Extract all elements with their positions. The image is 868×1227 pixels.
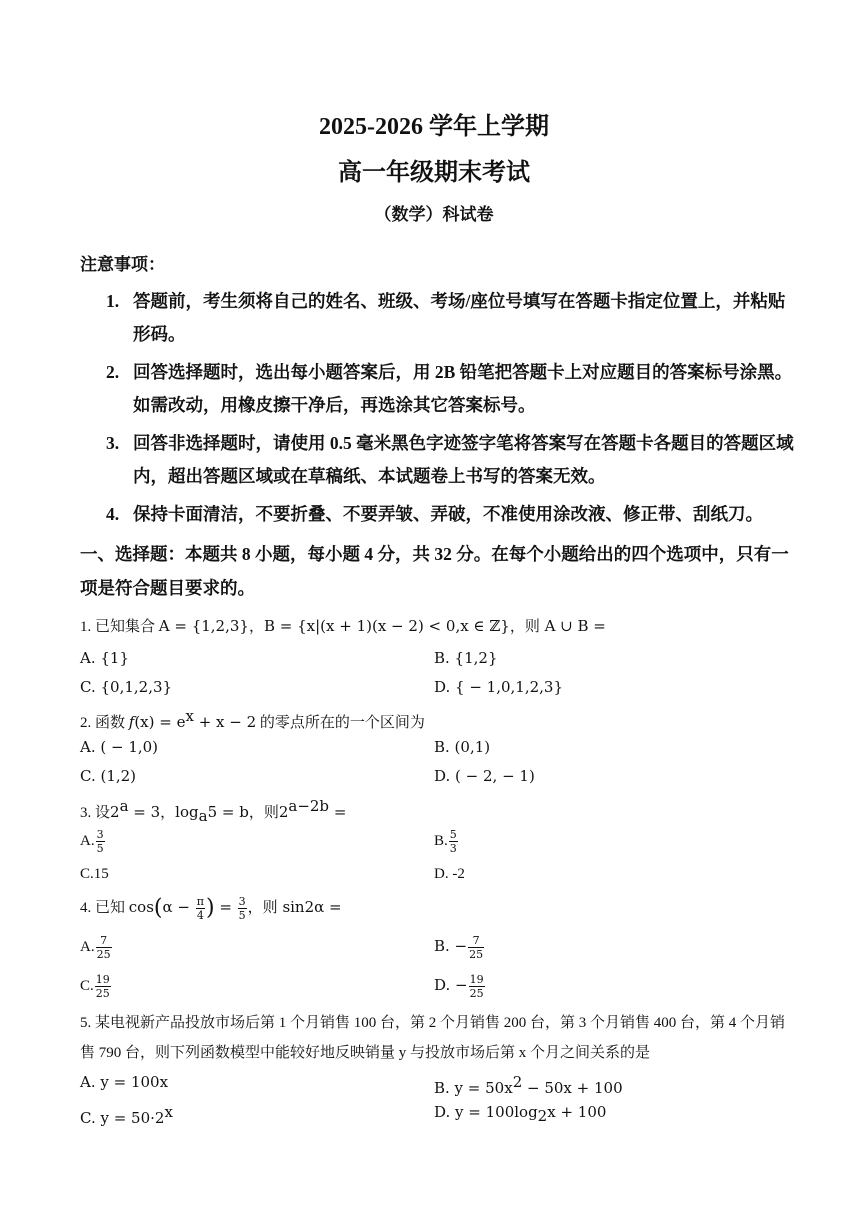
q3-p5: = [329,803,347,821]
q4-option-a [80,934,113,961]
notice-item-number: 4. [106,504,120,524]
q4-left-paren: ( [153,895,163,921]
q5-option-c [80,1100,173,1131]
q4-alpha: α − [162,898,195,916]
q4-b-den: 25 [469,948,484,962]
notice-item-text: 保持卡面清洁，不要折叠、不要弄皱、弄破，不准使用涂改液、修正带、刮纸刀。 [133,504,763,524]
q1-tail: ，则 A ∪ B = [509,617,606,635]
q4-eq: = [214,898,237,916]
q3-option-c: C.15 [80,866,109,882]
q3-b-fraction [449,828,458,855]
q2-expr: (x) = e [134,713,186,731]
q1-option-c: C. {0,1,2,3} [80,678,173,696]
q3-option-a [80,828,106,855]
q3-b-den: 3 [449,842,457,855]
notice-item [80,285,795,351]
q4-d-fraction [469,973,485,1000]
notice-item-number: 1. [106,291,120,311]
q2-lead: 2. 函数 [80,715,129,731]
section-heading: 一、选择题：本题共 8 小题，每小题 4 分，共 32 分。在每个小题给出的四个选项中，只有一项是符合题目要求的。 [80,544,789,598]
q1-option-b: B. {1,2} [434,649,498,667]
q1-option-d: D. { − 1,0,1,2,3} [434,678,564,696]
question-5-stem: 5. 某电视新产品投放市场后第 1 个月销售 100 台，第 2 个月销售 200 台，第 3 个月销售 400 台，第 4 个月销售 790 台，则下列函数模型中能较好地反映销量 y 与投放市场后第 x 个月之间关系的是 [80,1015,786,1061]
q4-a-num: 7 [96,934,112,948]
q1-sep: ， [248,619,264,635]
exam-name-title: 高一年级期末考试 [338,160,530,186]
q4-four: 4 [196,909,204,923]
q1-option-a: A. {1} [80,649,129,667]
q3-a-num: 3 [96,828,104,841]
q2-option-b: B. (0,1) [434,738,491,756]
q5-option-b [434,1070,623,1101]
q4-option-b [434,934,485,961]
q4-option-d [434,973,486,1000]
q4-d-num: 19 [469,973,484,987]
q3-b-label: B. [434,832,448,849]
q5-option-a: A. y = 100x [80,1073,169,1091]
q2-expr2: + x − 2 [193,713,257,731]
q5-d-pre: D. y = 100log [434,1103,538,1121]
question-3-stem [80,792,796,830]
q4-tail: ，则 sin2α = [247,898,342,916]
q3-lead: 3. 设 [80,805,111,821]
q2-option-a: A. ( − 1,0) [80,738,159,756]
notice-item-number: 2. [106,362,120,382]
q4-pi: π [196,895,204,909]
notice-item [80,498,795,531]
q3-p1e: a [119,797,129,815]
notice-item [80,356,795,422]
q1-set-a: A = {1,2,3} [158,617,249,635]
notice-item [80,427,795,493]
subject-subtitle: （数学）科试卷 [374,205,494,224]
question-1-stem [80,612,796,641]
q3-p1: 2 [110,803,120,821]
q3-b-num: 5 [449,828,457,841]
q4-right-paren: ) [205,895,215,921]
q3-a-label: A. [80,832,95,849]
q4-c-label: C. [80,977,94,994]
q1-set-b: B = {x|(x + 1)(x − 2) < 0,x ∈ ℤ} [263,617,510,635]
q3-p2: = 3，log [128,803,199,821]
q5-c-pre: C. y = 50·2 [80,1109,165,1127]
q3-option-d: D. -2 [434,866,465,882]
q4-option-c [80,973,112,1000]
q3-p2s: a [198,807,208,825]
q3-option-b [434,828,459,855]
q3-a-fraction [96,828,105,855]
notice-item-text: 回答选择题时，选出每小题答案后，用 2B 铅笔把答题卡上对应题目的答案标号涂黑。如需改动，用橡皮擦干净后，再选涂其它答案标号。 [133,362,793,415]
q5-b-exp: 2 [512,1073,523,1091]
q3-p3: 5 = b，则 [207,803,279,821]
q2-option-c: C. (1,2) [80,767,137,785]
q2-tail: 的零点所在的一个区间为 [256,715,425,731]
q4-num: 3 [238,895,246,909]
q4-den: 5 [238,909,246,923]
q5-b-pre: B. y = 50x [434,1079,513,1097]
q4-lead: 4. 已知 [80,900,129,916]
q5-d-post: x + 100 [547,1103,607,1121]
notice-list [80,285,795,536]
q2-f: f [128,713,135,731]
q5-d-sub: 2 [537,1107,548,1125]
q4-a-label: A. [80,938,95,955]
q4-d-label: D. − [434,976,468,994]
q4-a-den: 25 [96,948,111,961]
q5-c-exp: x [164,1103,173,1121]
q4-b-num: 7 [468,934,484,948]
q3-p4e: a−2b [288,797,330,815]
q2-exp: x [185,707,194,725]
question-4-stem [80,893,796,923]
q4-c-num: 19 [95,973,110,986]
q4-b-label: B. − [434,937,468,955]
notice-item-text: 答题前，考生须将自己的姓名、班级、考场/座位号填写在答题卡指定位置上，并粘贴形码。 [133,291,786,344]
q5-option-d [434,1100,606,1128]
q3-a-den: 5 [96,842,104,855]
notice-item-text: 回答非选择题时，请使用 0.5 毫米黑色字迹签字笔将答案写在答题卡各题目的答题区域内，超出答题区域或在草稿纸、本试题卷上书写的答案无效。 [133,433,794,486]
notice-item-number: 3. [106,433,120,453]
question-2-stem [80,702,796,737]
q4-a-fraction [96,934,112,961]
q3-p4: 2 [278,803,289,821]
q4-pi-fraction [196,895,205,922]
exam-term-title: 2025-2026 学年上学期 [319,114,549,140]
q4-d-den: 25 [469,987,484,1001]
q1-lead: 1. 已知集合 [80,619,159,635]
notice-heading: 注意事项： [80,255,165,274]
q2-option-d: D. ( − 2, − 1) [434,767,535,785]
q4-cos: cos [128,898,154,916]
q4-b-fraction [468,934,484,961]
q4-value-fraction [238,895,247,922]
q4-c-den: 25 [95,987,110,1000]
q4-c-fraction [95,973,111,1000]
q5-b-post: − 50x + 100 [522,1079,623,1097]
